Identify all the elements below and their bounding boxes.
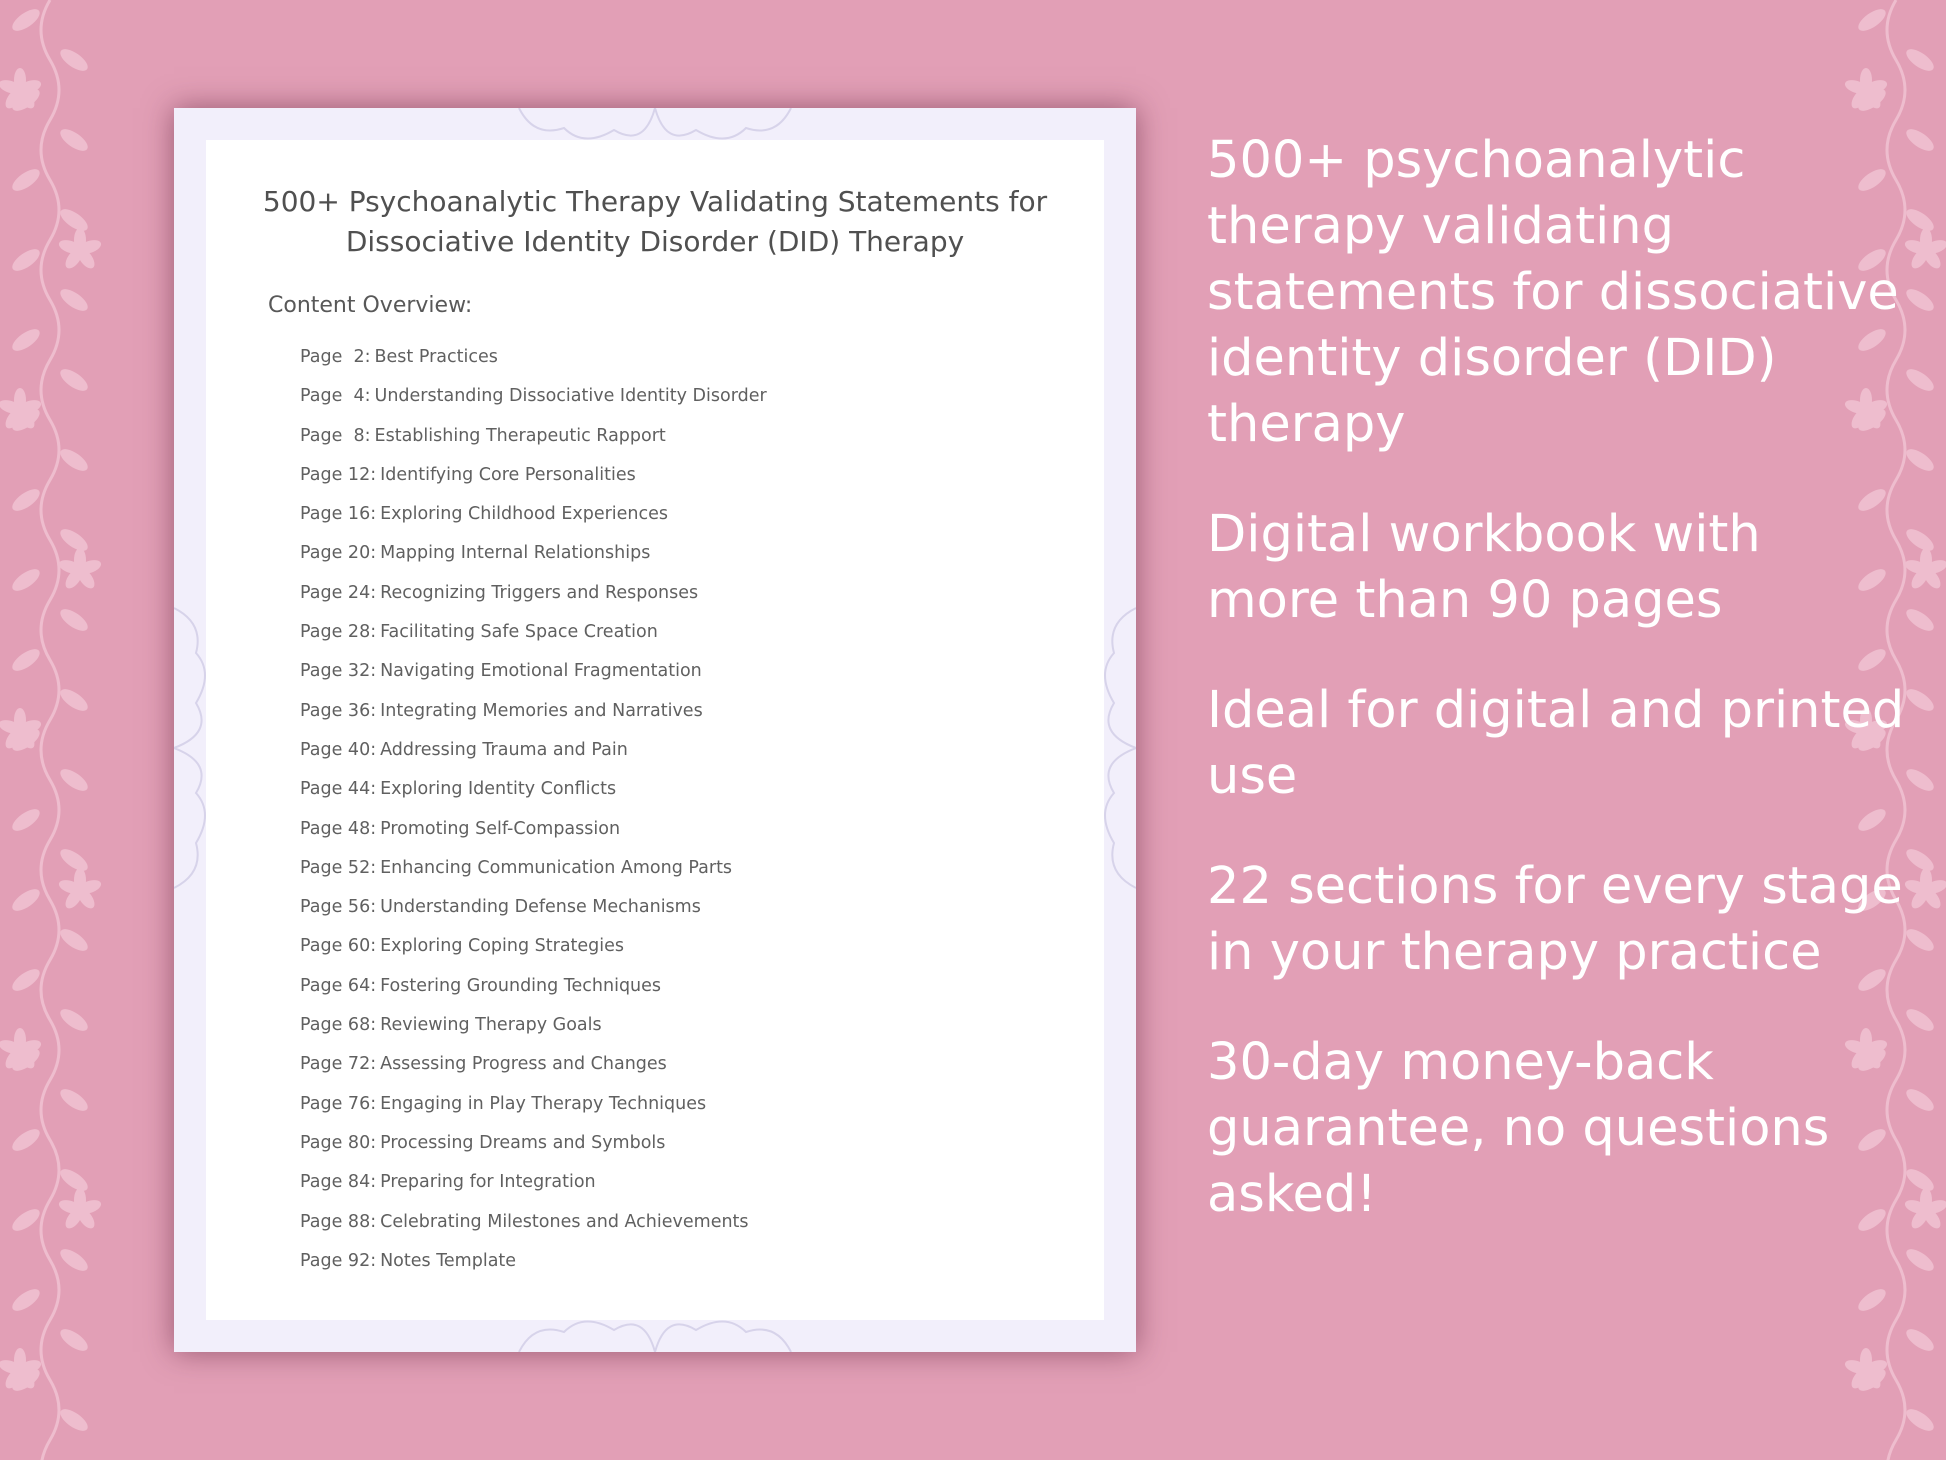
feature-text: Digital workbook with more than 90 pages [1207, 505, 1761, 630]
toc-item [300, 583, 767, 622]
toc-page-number: Page 24: [300, 582, 377, 603]
toc-item [300, 1015, 767, 1054]
toc-page-number: Page 80: [300, 1132, 377, 1153]
toc-item [300, 1251, 767, 1290]
toc-page-number: Page 56: [300, 897, 377, 918]
toc-item [300, 622, 767, 661]
toc-title: Enhancing Communication Among Parts [380, 857, 733, 878]
toc-title: Notes Template [380, 1250, 517, 1271]
toc-title: Recognizing Triggers and Responses [380, 582, 699, 603]
toc-item [300, 1172, 767, 1211]
toc-title: Fostering Grounding Techniques [380, 975, 662, 996]
toc-page-number: Page 2: [300, 347, 371, 367]
toc-page-number: Page 84: [300, 1172, 377, 1193]
toc-page-number: Page 12: [300, 464, 377, 485]
toc-item [300, 779, 767, 818]
toc-item [300, 858, 767, 897]
toc-page-number: Page 52: [300, 857, 377, 878]
toc-page-number: Page 36: [300, 700, 377, 721]
toc-item [300, 661, 767, 700]
toc-page-number: Page 68: [300, 1015, 377, 1036]
toc-item [300, 1133, 767, 1172]
toc-title: Preparing for Integration [380, 1172, 596, 1193]
feature-text: 30-day money-back guarantee, no questions asked! [1207, 1033, 1830, 1224]
toc-item [300, 1094, 767, 1133]
toc-item [300, 1212, 767, 1251]
toc-item [300, 701, 767, 740]
toc-item [300, 1054, 767, 1093]
toc-title: Understanding Dissociative Identity Disorder [374, 386, 767, 407]
document-page [206, 140, 1104, 1320]
toc-title: Exploring Childhood Experiences [380, 504, 669, 525]
toc-title: Addressing Trauma and Pain [380, 739, 628, 760]
toc-page-number: Page 88: [300, 1211, 377, 1232]
toc-item [300, 936, 767, 975]
feature-text: 500+ psychoanalytic therapy validating statements for dissociative identity disorder (DID) therapy [1207, 131, 1899, 454]
toc-title: Establishing Therapeutic Rapport [374, 425, 666, 446]
toc-item [300, 819, 767, 858]
toc-page-number: Page 32: [300, 661, 377, 682]
feature-text: Ideal for digital and printed use [1207, 681, 1905, 806]
toc-title: Engaging in Play Therapy Techniques [380, 1093, 707, 1114]
toc-title: Mapping Internal Relationships [380, 543, 651, 564]
toc-title: Integrating Memories and Narratives [380, 700, 703, 721]
toc-item [300, 976, 767, 1015]
toc-item [300, 426, 767, 465]
document-preview [174, 108, 1136, 1352]
toc-title: Facilitating Safe Space Creation [380, 622, 658, 643]
toc-page-number: Page 20: [300, 543, 377, 564]
toc-page-number: Page 64: [300, 975, 377, 996]
toc-title: Exploring Identity Conflicts [380, 779, 617, 800]
toc-title: Processing Dreams and Symbols [380, 1132, 666, 1153]
toc-item [300, 897, 767, 936]
toc-title: Assessing Progress and Changes [380, 1054, 667, 1075]
toc-page-number: Page 28: [300, 622, 377, 643]
toc-page-number: Page 76: [300, 1093, 377, 1114]
toc-page-number: Page 44: [300, 779, 377, 800]
toc-title: Navigating Emotional Fragmentation [380, 661, 702, 682]
table-of-contents [300, 347, 767, 1290]
toc-item [300, 347, 767, 386]
toc-page-number: Page 48: [300, 818, 377, 839]
toc-title: Reviewing Therapy Goals [380, 1015, 602, 1036]
document-title: 500+ Psychoanalytic Therapy Validating Statements for Dissociative Identity Disorder (DID) Therapy [262, 185, 1048, 258]
feature-text: 22 sections for every stage in your therapy practice [1207, 857, 1903, 982]
content-overview-label: Content Overview: [268, 293, 473, 318]
feature-list [1207, 128, 1907, 1272]
toc-item [300, 504, 767, 543]
toc-item [300, 543, 767, 582]
toc-page-number: Page 72: [300, 1054, 377, 1075]
toc-item [300, 465, 767, 504]
toc-item [300, 386, 767, 425]
toc-title: Best Practices [374, 347, 498, 367]
toc-item [300, 740, 767, 779]
toc-page-number: Page 60: [300, 936, 377, 957]
toc-title: Identifying Core Personalities [380, 464, 636, 485]
toc-page-number: Page 8: [300, 425, 371, 446]
floral-vine-left-icon [0, 0, 130, 1460]
toc-title: Understanding Defense Mechanisms [380, 897, 701, 918]
toc-page-number: Page 40: [300, 739, 377, 760]
toc-page-number: Page 4: [300, 386, 371, 407]
toc-title: Promoting Self-Compassion [380, 818, 621, 839]
toc-title: Exploring Coping Strategies [380, 936, 625, 957]
toc-title: Celebrating Milestones and Achievements [380, 1211, 749, 1232]
toc-page-number: Page 16: [300, 504, 377, 525]
toc-page-number: Page 92: [300, 1250, 377, 1271]
